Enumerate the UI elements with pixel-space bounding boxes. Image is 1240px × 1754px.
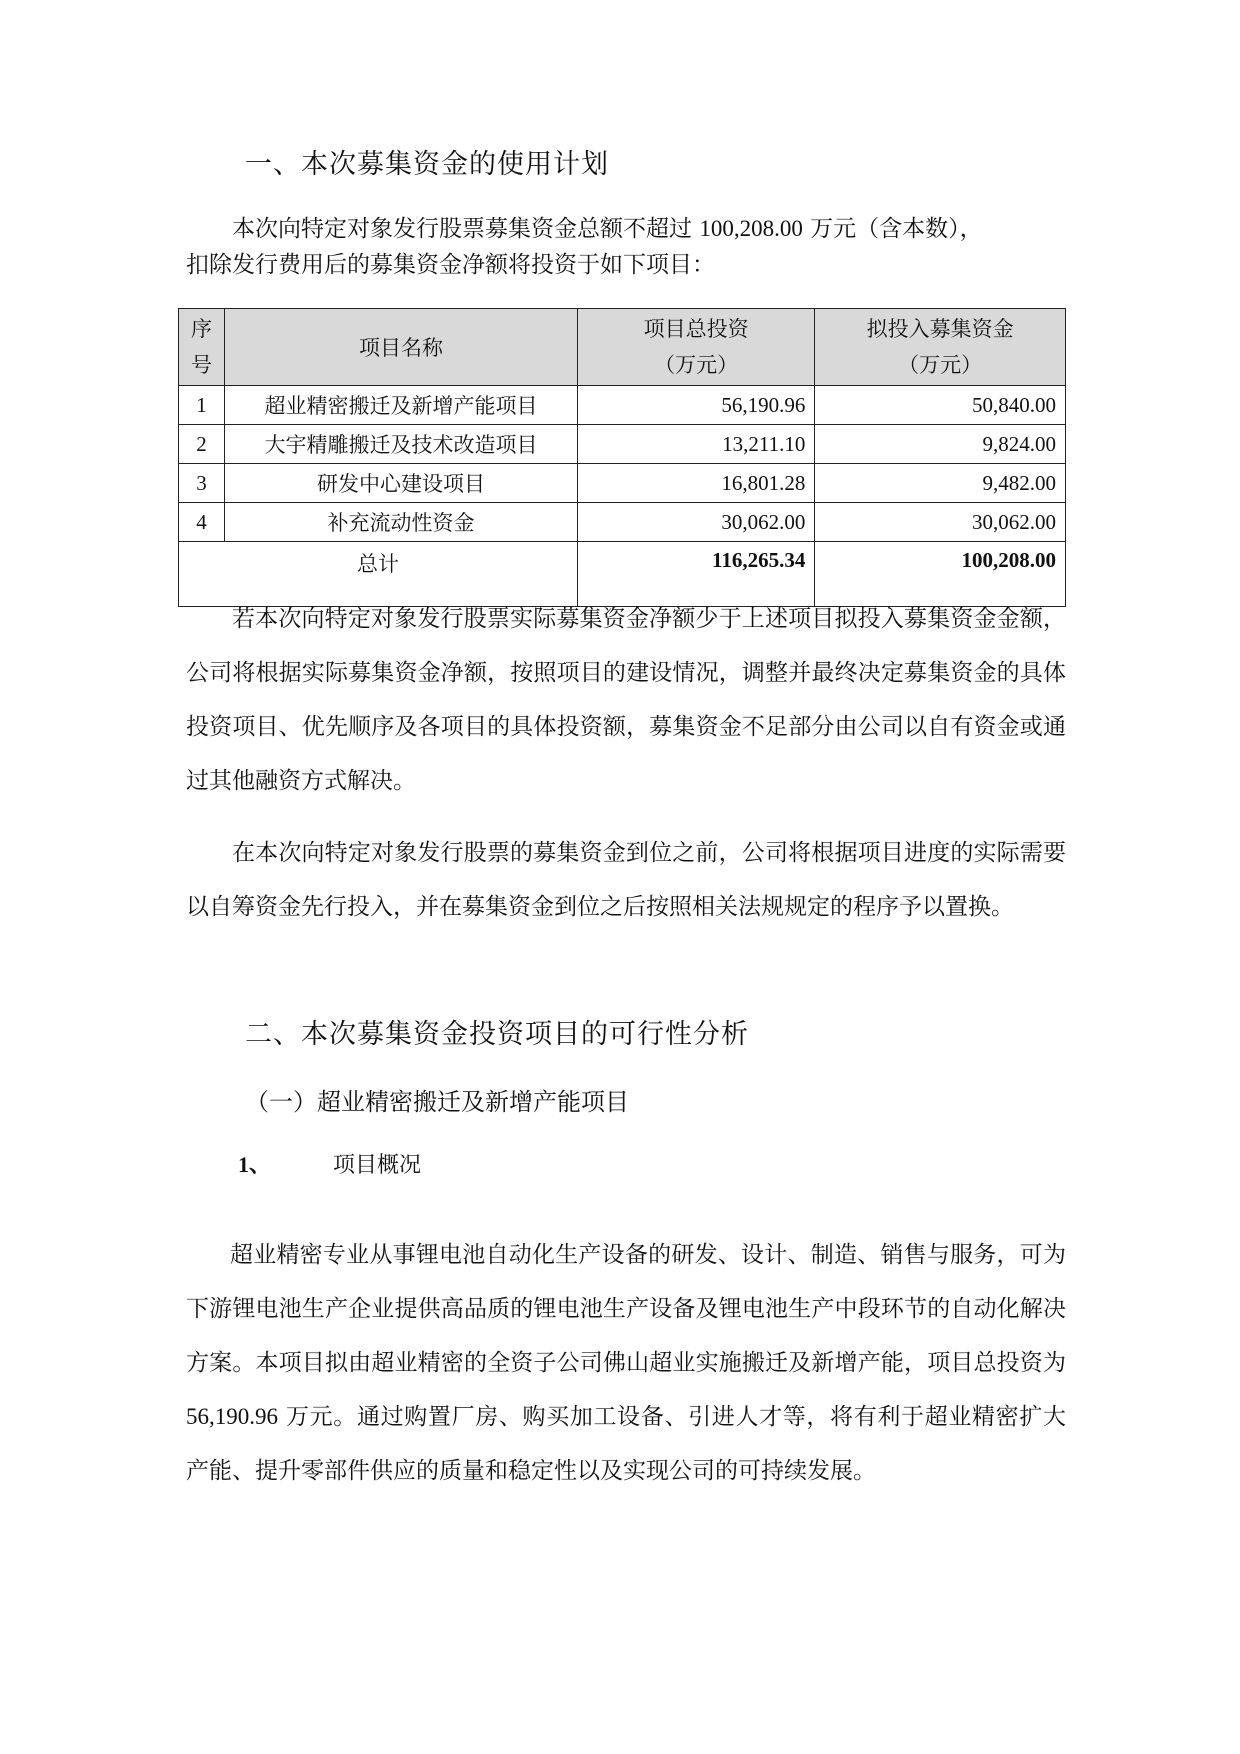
header-index (179, 309, 225, 386)
paragraph-bridging: 在本次向特定对象发行股票的募集资金到位之前，公司将根据项目进度的实际需要以自筹资金先行投入，并在募集资金到位之后按照相关法规规定的程序予以置换。 (186, 840, 1066, 920)
row-project-name: 补充流动性资金 (225, 503, 578, 542)
table-header-row (179, 309, 1066, 386)
table-row (179, 425, 1066, 464)
row-total-investment: 56,190.96 (577, 386, 814, 425)
header-raise-line2: （万元） (898, 353, 983, 377)
paragraph-shortfall: 若本次向特定对象发行股票实际募集资金净额少于上述项目拟投入募集资金金额，公司将根据实际募集资金净额，按照项目的建设情况，调整并最终决定募集资金的具体投资项目、优先顺序及各项目的具体投资额，募集资金不足部分由公司以自有资金或通过其他融资方式解决。 (186, 606, 1066, 794)
overview-text-a: 超业精密专业从事锂电池自动化生产设备的研发、设计、制造、销售与服务，可为下游锂电池生产企业提供高品质的锂电池生产设备及锂电池生产中段环节的自动化解决方案。本项目拟由超业精密的全资子公司佛山超业实施搬迁及新增产能，项目总投资为 (186, 1242, 1066, 1376)
section-heading-1: 一、本次募集资金的使用计划 (245, 149, 609, 180)
row-raise-amount: 9,824.00 (815, 425, 1066, 464)
overview-text-b: 万元。通过购置厂房、购买加工设备、引进人才等，将有利于超业精密扩大产能、提升零部件供应的质量和稳定性以及实现公司的可持续发展。 (186, 1404, 1066, 1484)
fund-usage-table (178, 308, 1066, 607)
header-total-line1: 项目总投资 (643, 317, 749, 341)
intro-paragraph (186, 212, 1066, 246)
row-total-investment: 16,801.28 (577, 464, 814, 503)
intro-line-2: 扣除发行费用后的募集资金净额将投资于如下项目： (186, 252, 715, 278)
row-raise-amount: 9,482.00 (815, 464, 1066, 503)
total-label: 总计 (179, 542, 578, 607)
row-raise-amount: 50,840.00 (815, 386, 1066, 425)
table-row (179, 386, 1066, 425)
row-index: 4 (179, 503, 225, 542)
total-investment-sum: 116,265.34 (577, 542, 814, 607)
header-raise-amount (815, 309, 1066, 386)
row-raise-amount: 30,062.00 (815, 503, 1066, 542)
item-heading-overview (238, 1148, 421, 1179)
item-title: 项目概况 (333, 1153, 422, 1178)
header-total-investment (577, 309, 814, 386)
section-heading-2: 二、本次募集资金投资项目的可行性分析 (245, 1019, 749, 1050)
row-index: 2 (179, 425, 225, 464)
header-raise-line1: 拟投入募集资金 (866, 317, 1014, 341)
row-index: 1 (179, 386, 225, 425)
item-number: 1、 (238, 1152, 272, 1177)
overview-amount: 56,190.96 (186, 1404, 278, 1429)
total-raise-sum: 100,208.00 (815, 542, 1066, 607)
header-project-name: 项目名称 (225, 309, 578, 386)
paragraph-project-overview (186, 1228, 1066, 1498)
row-project-name: 大宇精雕搬迁及技术改造项目 (225, 425, 578, 464)
intro-text-a: 本次向特定对象发行股票募集资金总额不超过 (232, 216, 700, 242)
intro-text-b: 万元（含本数）， (802, 216, 983, 242)
header-total-line2: （万元） (654, 353, 739, 377)
header-index-line2: 号 (191, 353, 213, 377)
table-row (179, 464, 1066, 503)
row-project-name: 研发中心建设项目 (225, 464, 578, 503)
row-index: 3 (179, 464, 225, 503)
intro-amount: 100,208.00 (699, 216, 803, 241)
subsection-heading-1: （一）超业精密搬迁及新增产能项目 (245, 1088, 629, 1116)
row-total-investment: 13,211.10 (577, 425, 814, 464)
table-row (179, 503, 1066, 542)
header-index-line1: 序 (191, 317, 213, 341)
row-project-name: 超业精密搬迁及新增产能项目 (225, 386, 578, 425)
row-total-investment: 30,062.00 (577, 503, 814, 542)
